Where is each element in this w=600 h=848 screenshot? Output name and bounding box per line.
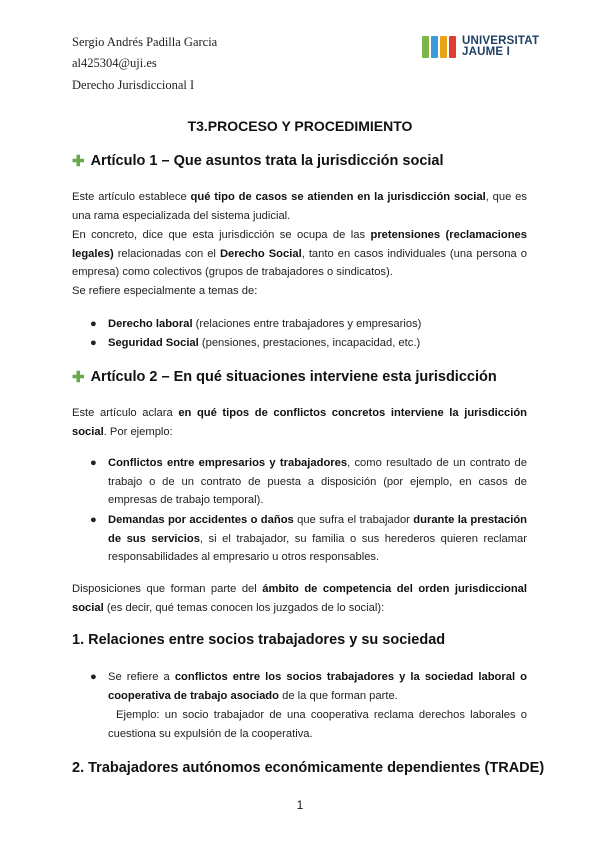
university-logo xyxy=(422,36,539,58)
author-email: al425304@uji.es xyxy=(72,56,157,70)
list-item: ● Conflictos entre empresarios y trabajadores, como resultado de un contrato de trabajo o de un contrato de puesta a disposición (por ejemplo, en casos de empresas de trabajo temporal). xyxy=(90,457,527,506)
article1-heading xyxy=(72,152,444,170)
section1-heading: 1. Relaciones entre socios trabajadores y su sociedad xyxy=(72,632,446,648)
section2-heading: 2. Trabajadores autónomos económicamente dependientes (TRADE) xyxy=(72,760,545,776)
list-item: ● Se refiere a conflictos entre los socios trabajadores y la sociedad laboral o cooperativa de trabajo asociado de la que forman parte. xyxy=(90,671,527,702)
list-item: ● Derecho laboral (relaciones entre trabajadores y empresarios) xyxy=(90,318,422,330)
author-name: Sergio Andrés Padilla Garcia xyxy=(72,35,218,49)
puzzle-icon: ✚ xyxy=(72,153,85,170)
course-name: Derecho Jurisdiccional I xyxy=(72,78,195,92)
logo-line2: JAUME I xyxy=(462,46,511,58)
article2-paragraph2: Disposiciones que forman parte del ámbito de competencia del orden jurisdiccional social (es decir, qué temas conocen los juzgados de lo social): xyxy=(72,583,527,614)
article2-heading-text: Artículo 2 – En qué situaciones interviene esta jurisdicción xyxy=(90,369,497,385)
page-title: T3.PROCESO Y PROCEDIMIENTO xyxy=(187,118,413,134)
section1-example: Ejemplo: un socio trabajador de una cooperativa reclama derechos laborales o cuestiona su expulsión de la cooperativa. xyxy=(108,709,527,740)
puzzle-icon: ✚ xyxy=(72,369,85,386)
article2-heading xyxy=(72,368,497,386)
article1-paragraph3: Se refiere especialmente a temas de: xyxy=(72,285,258,297)
logo-line1: UNIVERSITAT xyxy=(462,35,540,47)
logo-mark-icon xyxy=(422,36,456,58)
article1-heading-text: Artículo 1 – Que asuntos trata la jurisdicción social xyxy=(90,153,444,169)
article1-paragraph2: En concreto, dice que esta jurisdicción se ocupa de las pretensiones (reclamaciones legales) relacionadas con el Derecho Social, tanto en casos individuales (una persona o empresa) como colectivos (grupos de trabajadores o sindicatos). xyxy=(72,229,527,278)
list-item: ● Demandas por accidentes o daños que sufra el trabajador durante la prestación de sus servicios, si el trabajador, su familia o sus herederos quieren reclamar responsabilidades al empresario u otros responsables. xyxy=(90,514,527,563)
list-item: ● Seguridad Social (pensiones, prestaciones, incapacidad, etc.) xyxy=(90,337,421,349)
article2-paragraph1: Este artículo aclara en qué tipos de conflictos concretos interviene la jurisdicción social. Por ejemplo: xyxy=(72,407,527,438)
article1-paragraph1: Este artículo establece qué tipo de casos se atienden en la jurisdicción social, que es una rama especializada del sistema judicial. xyxy=(72,191,527,222)
page-number: 1 xyxy=(296,798,304,812)
